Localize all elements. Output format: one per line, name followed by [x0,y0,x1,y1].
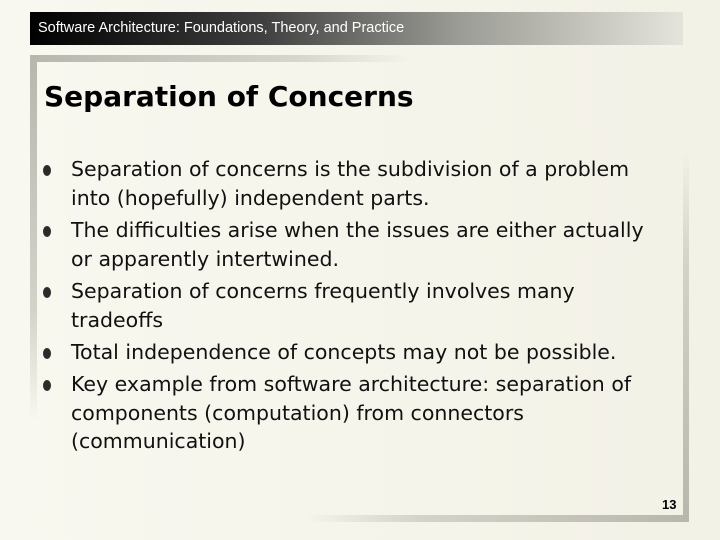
bullet-text: Total independence of concepts may not be possible. [71,339,617,364]
header-bar [30,12,683,45]
bullet-dot-icon [43,226,51,237]
slide-title: Separation of Concerns [44,80,414,113]
bullet-text: Separation of concerns frequently involves many tradeoffs [71,278,575,332]
bullet-item [42,277,667,334]
bullet-item [42,216,667,273]
bullet-item [42,338,667,367]
bullet-text: Key example from software architecture: separation of components (computation) from connectors (communication) [71,371,632,454]
bottom-frame-rule [305,515,689,522]
bullet-dot-icon [43,165,51,176]
page-number: 13 [662,497,677,512]
bullet-item [42,155,667,212]
bullet-dot-icon [43,287,51,298]
bullet-item [42,370,667,456]
header-text: Software Architecture: Foundations, Theory, and Practice [38,20,405,36]
bullet-dot-icon [43,380,51,391]
bullet-text: The difficulties arise when the issues are either actually or apparently intertwined. [71,217,644,271]
right-frame-rule [683,152,689,522]
title-rule [30,55,412,62]
left-frame-rule [30,55,37,420]
bullet-list [42,155,667,460]
bullet-text: Separation of concerns is the subdivision of a problem into (hopefully) independent parts. [71,157,630,210]
bullet-dot-icon [43,348,51,359]
